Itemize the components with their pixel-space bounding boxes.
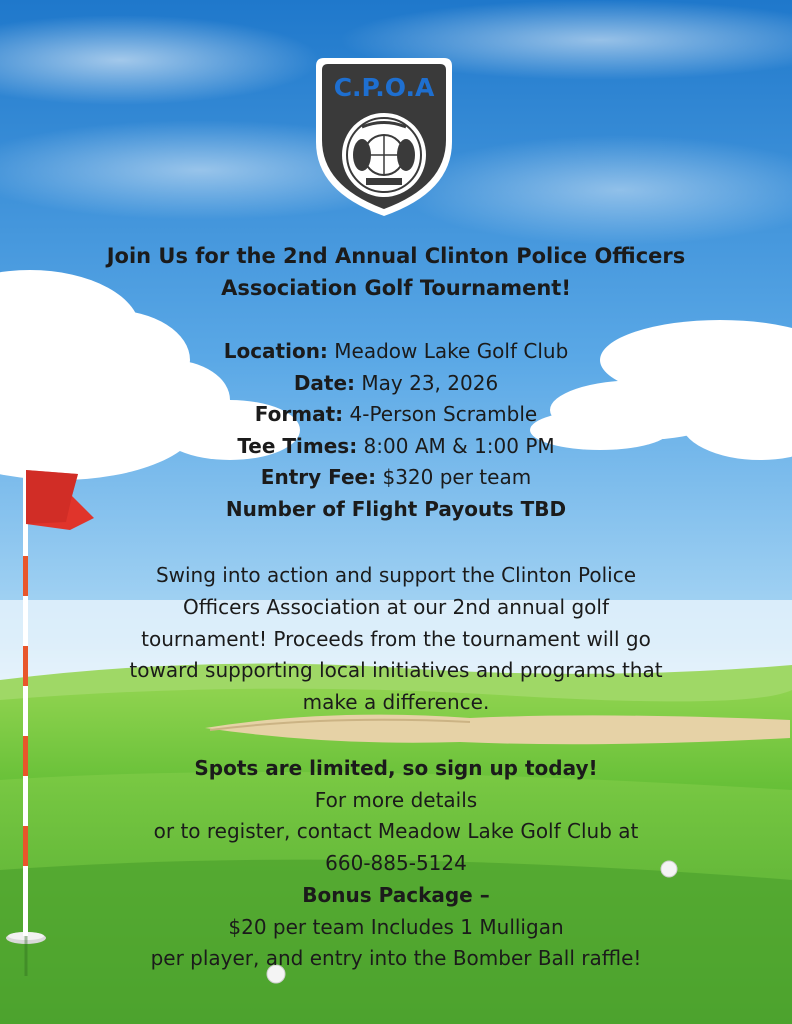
contact-phone: 660-885-5124 <box>325 850 467 875</box>
detail-date <box>0 368 792 400</box>
signup-line-1 <box>0 753 792 816</box>
date-label: Date: <box>293 370 356 395</box>
format-label: Format: <box>254 402 344 426</box>
fee-value: $320 per team <box>376 465 532 489</box>
description-line-2: Officers Association at our 2nd annual golf <box>183 594 609 619</box>
fee-label: Entry Fee: <box>260 465 377 489</box>
location-value: Meadow Lake Golf Club <box>327 339 569 363</box>
detail-format <box>0 399 792 431</box>
bonus-label: Bonus Package – <box>302 883 490 907</box>
detail-payouts <box>0 494 792 526</box>
detail-entry-fee <box>0 462 792 494</box>
bonus-line-1 <box>0 880 792 943</box>
location-label: Location: <box>223 339 328 363</box>
description-line-1: Swing into action and support the Clinton Police <box>155 563 637 587</box>
tee-label: Tee Times: <box>237 433 358 458</box>
detail-location <box>0 336 792 368</box>
bonus-rest: $20 per team Includes 1 Mulligan <box>228 914 564 939</box>
cpoa-badge-icon <box>312 52 456 220</box>
bonus-line-2: per player, and entry into the Bomber Ball raffle! <box>150 946 642 970</box>
payouts-text: Number of Flight Payouts TBD <box>225 496 567 521</box>
event-details <box>0 336 792 525</box>
description-line-4: toward supporting local initiatives and programs that <box>129 658 663 683</box>
title-line-1: Join Us for the 2nd Annual Clinton Police Officers <box>106 244 686 268</box>
signup-callout: Spots are limited, so sign up today! <box>194 756 598 780</box>
format-value: 4-Person Scramble <box>343 402 538 426</box>
date-value: May 23, 2026 <box>355 370 499 395</box>
detail-tee-times <box>0 431 792 463</box>
signup-rest: For more details <box>314 787 478 812</box>
description-line-3: tournament! Proceeds from the tournament will go <box>141 626 651 651</box>
event-title <box>0 240 792 304</box>
signup-line-2: or to register, contact Meadow Lake Golf Club at <box>153 819 639 843</box>
bonus-package <box>0 880 792 975</box>
event-description <box>0 560 792 719</box>
title-line-2: Association Golf Tournament! <box>221 276 571 300</box>
description-line-5: make a difference. <box>302 690 490 715</box>
signup-info <box>0 753 792 879</box>
badge-initials: C.P.O.A <box>333 73 435 102</box>
tee-value: 8:00 AM & 1:00 PM <box>357 433 555 458</box>
